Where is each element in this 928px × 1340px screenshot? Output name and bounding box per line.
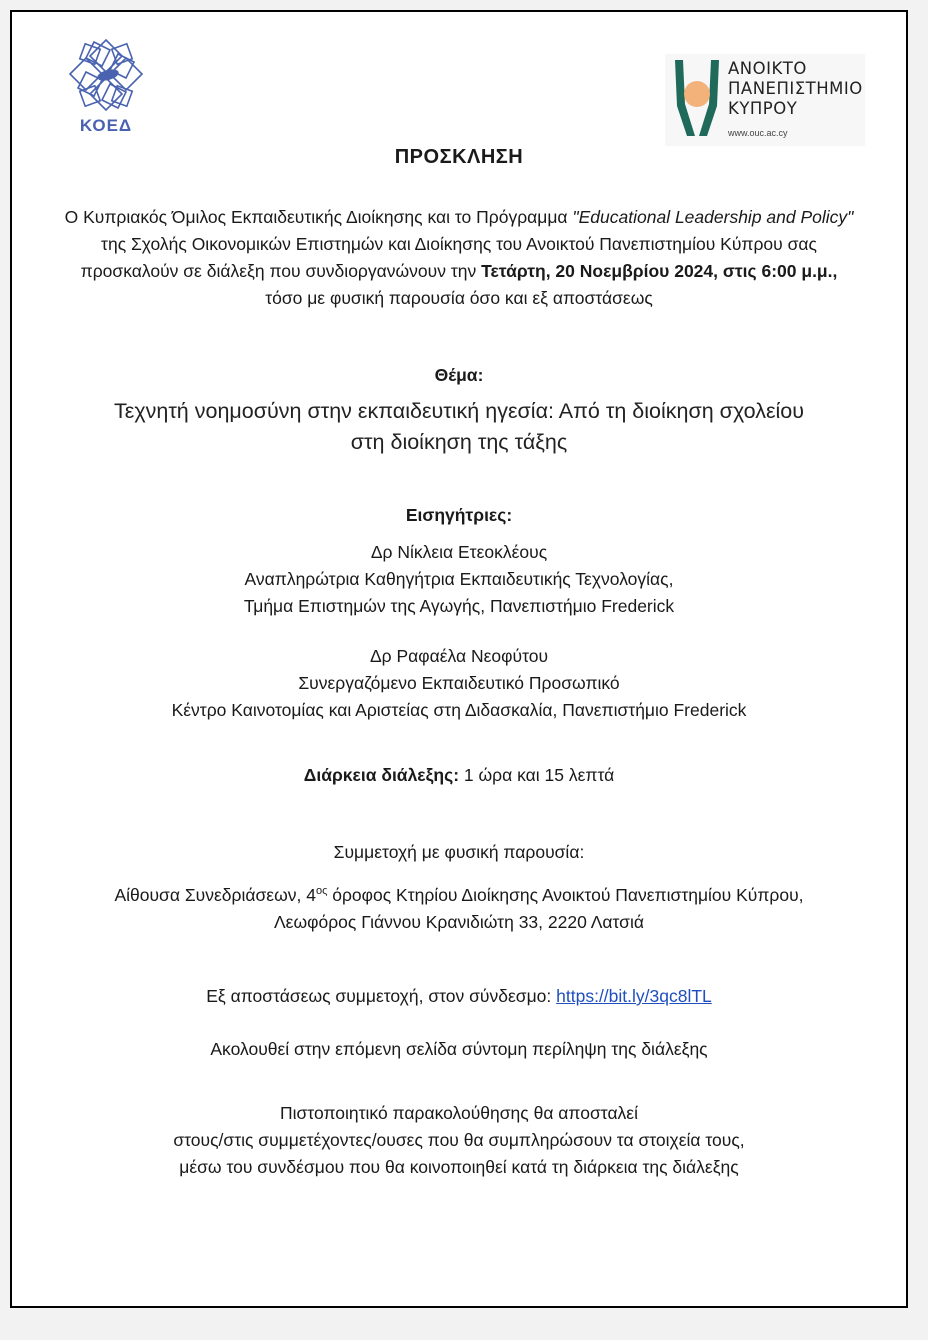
ouc-logo	[665, 54, 865, 146]
topic-heading: Θέμα:	[434, 365, 484, 385]
venue-heading: Συμμετοχή με φυσική παρουσία:	[333, 842, 585, 862]
topic-line-2: στη διοίκηση της τάξης	[350, 430, 568, 454]
koed-logo	[64, 36, 148, 136]
venue-address	[12, 878, 906, 936]
document-page	[10, 10, 908, 1308]
certificate-line-1: Πιστοποιητικό παρακολούθησης θα αποσταλεί	[279, 1103, 639, 1123]
speaker-2-affiliation: Κέντρο Καινοτομίας και Αριστείας στη Διδασκαλία, Πανεπιστήμιο Frederick	[171, 700, 747, 720]
speaker-1-role: Αναπληρώτρια Καθηγήτρια Εκπαιδευτικής Τεχνολογίας,	[244, 569, 674, 589]
venue-line-1: Αίθουσα Συνεδριάσεων, $4^{o\varsigma}$ όροφος Κτηρίου Διοίκησης Ανοικτού Πανεπιστημίου Κύπρου,	[114, 884, 804, 905]
intro-text-3: τόσο με φυσική παρουσία όσο και εξ αποστάσεως	[265, 288, 653, 308]
ouc-logo-line1: ΑΝΟΙΚΤΟ	[728, 59, 807, 78]
event-date: Τετάρτη, 20 Νοεμβρίου 2024, στις 6:00 μ.μ.,	[481, 261, 838, 281]
speaker-1-name: Δρ Νίκλεια Ετεοκλέους	[370, 542, 548, 562]
koed-emblem-icon	[64, 36, 148, 116]
remote-label: Εξ αποστάσεως συμμετοχή, στον σύνδεσμο:	[206, 986, 557, 1006]
koed-logo-text: ΚΟΕΔ	[79, 116, 133, 135]
ouc-logo-url: www.ouc.ac.cy	[728, 128, 788, 138]
speaker-1	[12, 539, 906, 620]
ouc-logo-line3: ΚΥΠΡΟΥ	[728, 99, 798, 118]
certificate-line-3: μέσω του συνδέσμου που θα κοινοποιηθεί κατά τη διάρκεια της διάλεξης	[179, 1157, 739, 1177]
topic-title	[52, 396, 866, 458]
remote-link[interactable]: https://bit.ly/3qc8lTL	[556, 986, 712, 1006]
invitation-title: ΠΡΟΣΚΛΗΣΗ	[394, 146, 524, 168]
remote-participation	[12, 983, 906, 1010]
intro-paragraph	[60, 204, 858, 312]
duration-value: 1 ώρα και 15 λεπτά	[459, 765, 615, 785]
duration	[12, 762, 906, 789]
ouc-logo-line2: ΠΑΝΕΠΙΣΤΗΜΙΟ	[728, 79, 863, 98]
ouc-emblem-icon	[669, 56, 725, 138]
certificate-note	[12, 1100, 906, 1181]
venue-line-2: Λεωφόρος Γιάννου Κρανιδιώτη 33, 2220 Λατσιά	[273, 911, 644, 932]
summary-note: Ακολουθεί στην επόμενη σελίδα σύντομη περίληψη της διάλεξης	[210, 1039, 708, 1059]
duration-label: Διάρκεια διάλεξης:	[303, 765, 460, 785]
intro-text-2: της Σχολής Οικονομικών Επιστημών και Διοίκησης του Ανοικτού Πανεπιστημίου Κύπρου σας προσκαλούν σε διάλεξη που συνδιοργανώνουν την	[80, 234, 817, 281]
speaker-2-role: Συνεργαζόμενο Εκπαιδευτικό Προσωπικό	[298, 673, 620, 693]
speakers-heading: Εισηγήτριες:	[405, 505, 513, 525]
certificate-line-2: στους/στις συμμετέχοντες/ουσες που θα συμπληρώσουν τα στοιχεία τους,	[173, 1130, 745, 1150]
topic-line-1: Τεχνητή νοημοσύνη στην εκπαιδευτική ηγεσία: Από τη διοίκηση σχολείου	[113, 399, 805, 423]
program-name: "Educational Leadership and Policy"	[572, 207, 854, 227]
intro-text-1: Ο Κυπριακός Όμιλος Εκπαιδευτικής Διοίκησης και το Πρόγραμμα	[64, 207, 573, 227]
speaker-2-name: Δρ Ραφαέλα Νεοφύτου	[369, 646, 549, 666]
speaker-1-affiliation: Τμήμα Επιστημών της Αγωγής, Πανεπιστήμιο Frederick	[243, 596, 675, 616]
speaker-2	[12, 643, 906, 724]
